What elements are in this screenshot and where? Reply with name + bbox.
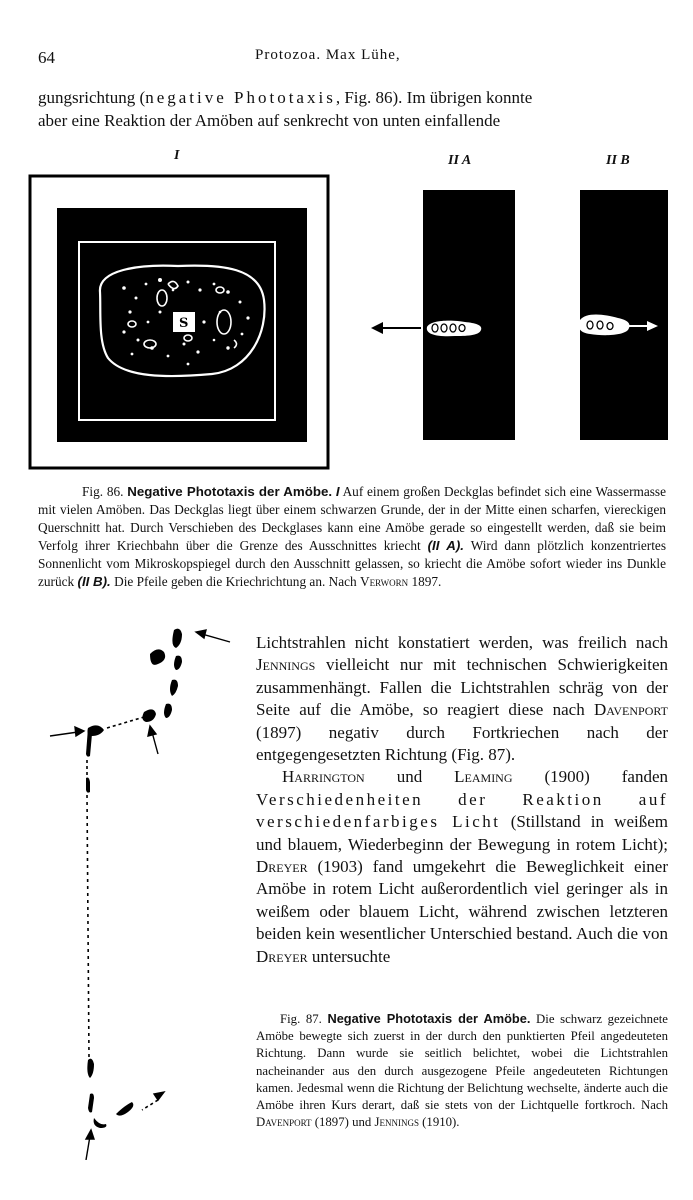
figure86-iia-diagram	[365, 186, 520, 444]
figure86-caption: Fig. 86. Negative Phototaxis der Amöbe. I Auf einem großen Deckglas befindet sich eine Wassermasse mit vielen Amöben. Das Deckglas liegt über einem schwarzen Grunde, der in der Mitte einen scharfen, viereckigen Querschnitt hat. Durch Verschieben des Deckglases kann eine Amöbe gerade so eingestellt werden, daß sie beim Verfolg ihrer Kriechbahn über die Grenze des Ausschnittes kriecht (II A). Wird dann plötzlich konzentriertes Sonnenlicht vom Mikroskopspiegel durch den Ausschnitt gelassen, so kriecht die Amöbe sofort wieder ins Dunkle zurück (II B). Die Pfeile geben die Kriechrichtung an. Nach Verworn 1897.	[38, 484, 667, 589]
running-title: Protozoa. Max Lühe,	[255, 47, 401, 63]
figure-label-i: I	[174, 148, 180, 163]
intro-text: gungsrichtung (negative Phototaxis, Fig. 86). Im übrigen konnte aber eine Reaktion der Amöben auf senkrecht von unten einfallende	[38, 88, 533, 130]
figure86-coverslip-diagram	[28, 172, 333, 472]
page-number: 64	[38, 48, 55, 67]
body-text: Lichtstrahlen nicht konstatiert werden, was freilich nach Jennings vielleicht nur mit technischen Schwierigkeiten zusammenhängt. Fallen die Lichtstrahlen schräg von der Seite auf die Amöbe, so reagiert diese nach Davenport (1897) negativ durch Fortkriechen nach der entgegengesetzten Richtung (Fig. 87). Harrington und Leaming (1900) fanden Verschiedenheiten der Reaktion auf verschiedenfarbiges Licht (Stillstand in weißem und blauem, Wiederbeginn der Bewegung in rotem Licht); Dreyer (1903) fand umgekehrt die Beweglichkeit einer Amöbe in rotem Licht außerordentlich viel geringer als in weißem oder blauem Licht, während zwischen letzteren beiden kein wesentlicher Unterschied bestand. Auch die von Dreyer untersuchte	[256, 633, 669, 966]
figure87-caption: Fig. 87. Negative Phototaxis der Amöbe. Die schwarz gezeichnete Amöbe bewegte sich zuerst in der durch den punktierten Pfeil angedeuteten Richtung. Dann wurde sie seitlich belichtet, wobei die Lichtstrahlen nacheinander aus den durch ausgezogene Pfeile angedeuteten Richtungen kamen. Jedesmal wenn die Richtung der Belichtung wechselte, änderte auch die Amöbe ihren Kurs derart, daß sie stets von der Lichtquelle fortkroch. Nach Davenport (1897) und Jennings (1910).	[256, 1011, 668, 1130]
figure86-iib-diagram	[570, 186, 680, 444]
coverslip-mark: S	[179, 316, 189, 331]
figure87-track-diagram	[40, 620, 240, 1160]
figure-label-iib: II B	[606, 153, 630, 168]
figure-label-iia: II A	[448, 153, 472, 168]
